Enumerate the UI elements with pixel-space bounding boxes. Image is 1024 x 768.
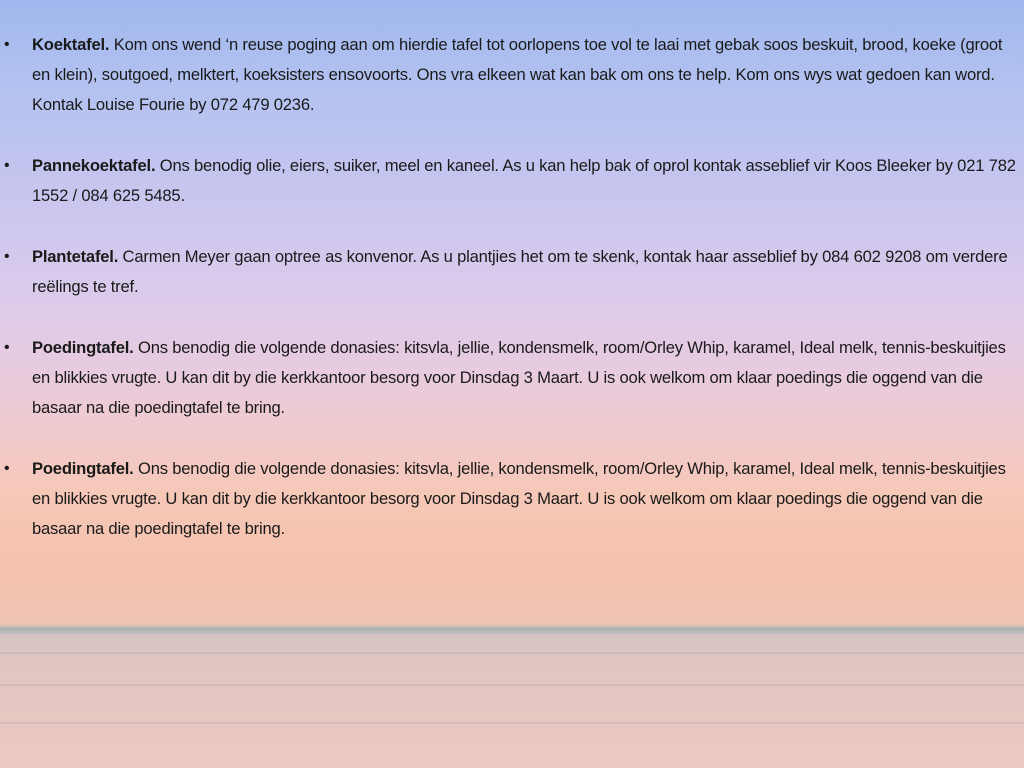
bullet-text: Ons benodig die volgende donasies: kitsvla, jellie, kondensmelk, room/Orley Whip, karamel, Ideal melk, tennis-beskuitjies en blikkies vrugte. U kan dit by die kerkkantoor besorg voor Dinsdag 3 Maart. U is ook welkom om klaar poedings die oggend van die basaar na die poedingtafel te bring.: [32, 459, 1006, 538]
bullet-heading: Koektafel.: [32, 35, 110, 54]
sea-background: [0, 632, 1024, 768]
bullet-icon: •: [4, 460, 10, 477]
slide-content: [0, 30, 1024, 575]
horizon-line: [0, 624, 1024, 634]
bullet-icon: •: [4, 339, 10, 356]
bullet-icon: •: [4, 36, 10, 53]
bullet-heading: Poedingtafel.: [32, 338, 134, 357]
bullet-heading: Poedingtafel.: [32, 459, 134, 478]
bullet-text: Ons benodig olie, eiers, suiker, meel en kaneel. As u kan help bak of oprol kontak asseblief vir Koos Bleeker by 021 782 1552 / 084 625 5485.: [32, 156, 1016, 205]
bullet-heading: Plantetafel.: [32, 247, 119, 266]
sea-ripple: [0, 684, 1024, 686]
bullet-icon: •: [4, 248, 10, 265]
bullet-item-koektafel: [0, 30, 1024, 120]
sea-ripple: [0, 722, 1024, 724]
bullet-item-plantetafel: [0, 242, 1024, 302]
bullet-text: Ons benodig die volgende donasies: kitsvla, jellie, kondensmelk, room/Orley Whip, karamel, Ideal melk, tennis-beskuitjies en blikkies vrugte. U kan dit by die kerkkantoor besorg voor Dinsdag 3 Maart. U is ook welkom om klaar poedings die oggend van die basaar na die poedingtafel te bring.: [32, 338, 1006, 417]
bullet-text: Carmen Meyer gaan optree as konvenor. As u plantjies het om te skenk, kontak haar asseblief by 084 602 9208 om verdere reëlings te tref.: [32, 247, 1008, 296]
bullet-heading: Pannekoektafel.: [32, 156, 156, 175]
bullet-item-pannekoektafel: [0, 151, 1024, 211]
bullet-icon: •: [4, 157, 10, 174]
bullet-item-poedingtafel: [0, 333, 1024, 423]
bullet-text: Kom ons wend ‘n reuse poging aan om hierdie tafel tot oorlopens toe vol te laai met gebak soos beskuit, brood, koeke (groot en klein), soutgoed, melktert, koeksisters ensovoorts. Ons vra elkeen wat kan bak om ons te help. Kom ons wys wat gedoen kan word. Kontak Louise Fourie by 072 479 0236.: [32, 35, 1003, 114]
bullet-item-poedingtafel-repeat: [0, 454, 1024, 544]
sea-ripple: [0, 652, 1024, 654]
